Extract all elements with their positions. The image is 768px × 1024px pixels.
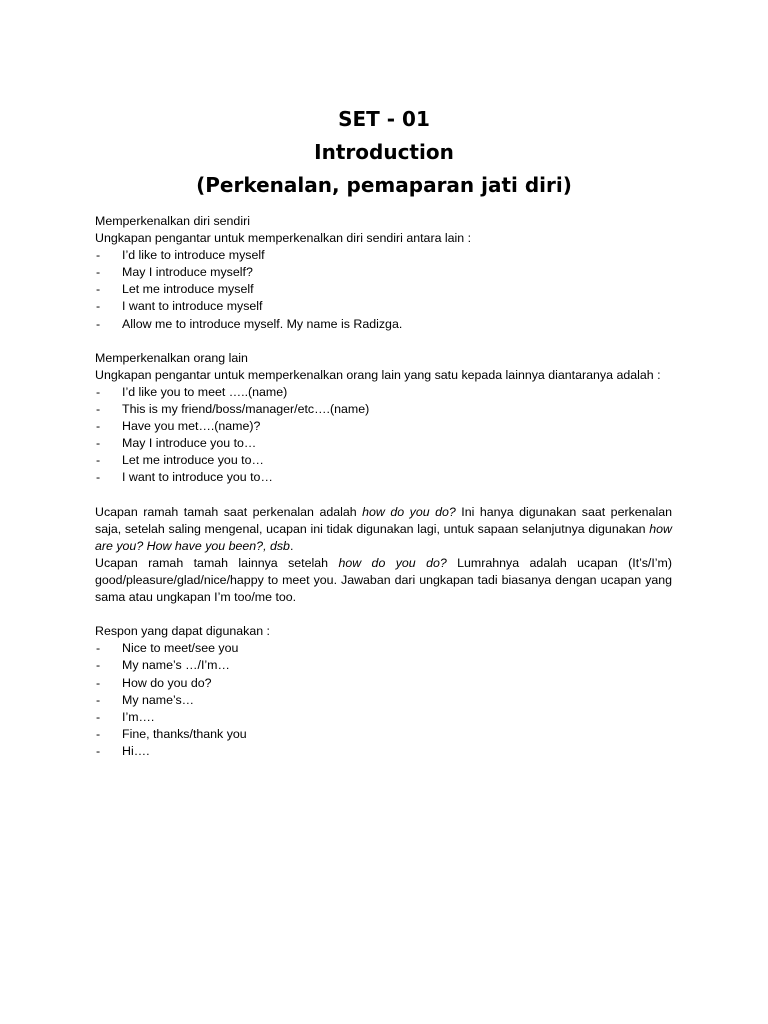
title-topic: Introduction — [314, 140, 454, 164]
list-dash: - — [96, 709, 101, 724]
title-subtitle: (Perkenalan, pemaparan jati diri) — [196, 173, 572, 197]
list-item — [95, 469, 672, 486]
paragraph-other-greetings — [95, 555, 672, 606]
list-item — [95, 316, 672, 333]
list-item-text: Allow me to introduce myself. My name is Radizga. — [122, 316, 403, 331]
list-item — [95, 281, 672, 298]
list-dash: - — [96, 419, 101, 434]
list-dash: - — [96, 743, 101, 758]
list-item-text: Let me introduce you to… — [122, 453, 264, 468]
list-dash: - — [96, 692, 101, 707]
section-heading-introduce-others: Memperkenalkan orang lain — [95, 350, 248, 365]
list-item — [95, 452, 672, 469]
paragraph-italic-phrase: how are you? How have you been?, dsb — [95, 521, 672, 553]
section-intro-introduce-others: Ungkapan pengantar untuk memperkenalkan orang lain yang satu kepada lainnya diantaranya adalah : — [95, 367, 661, 382]
list-item-text: Let me introduce myself — [122, 282, 254, 297]
introduce-others-list — [95, 384, 672, 487]
list-item-text: How do you do? — [122, 675, 212, 690]
list-item — [95, 657, 672, 674]
list-dash: - — [96, 384, 101, 399]
list-dash: - — [96, 675, 101, 690]
list-item-text: I’d like you to meet …..(name) — [122, 384, 288, 399]
paragraph-italic-phrase: how do you do? — [362, 504, 456, 519]
spacer — [95, 606, 672, 623]
list-item — [95, 247, 672, 264]
self-intro-list — [95, 247, 672, 332]
paragraph-text: Ucapan ramah tamah lainnya setelah — [95, 555, 339, 570]
list-dash: - — [96, 248, 101, 263]
spacer — [95, 487, 672, 504]
document-title — [0, 103, 768, 202]
list-item-text: My name’s… — [122, 692, 195, 707]
list-item-text: Have you met….(name)? — [122, 419, 261, 434]
list-dash: - — [96, 658, 101, 673]
list-dash: - — [96, 316, 101, 331]
list-item-text: Fine, thanks/thank you — [122, 726, 247, 741]
list-item-text: Hi…. — [122, 743, 150, 758]
list-item-text: This is my friend/boss/manager/etc….(name) — [122, 402, 370, 417]
list-item-text: I’m…. — [122, 709, 155, 724]
list-item — [95, 692, 672, 709]
list-item-text: May I introduce myself? — [122, 265, 253, 280]
list-dash: - — [96, 299, 101, 314]
list-item-text: May I introduce you to… — [122, 436, 257, 451]
list-item — [95, 709, 672, 726]
list-dash: - — [96, 726, 101, 741]
list-item — [95, 640, 672, 657]
list-item-text: Nice to meet/see you — [122, 641, 239, 656]
list-item — [95, 264, 672, 281]
list-item — [95, 435, 672, 452]
paragraph-text: Lumrahnya adalah ucapan (It’s/I’m) good/pleasure/glad/nice/happy to meet you. Jawaban dari ungkapan tadi biasanya dengan ucapan yang sama atau ungkapan I’m too/me too. — [95, 555, 672, 605]
list-dash: - — [96, 470, 101, 485]
list-item — [95, 675, 672, 692]
list-dash: - — [96, 436, 101, 451]
list-dash: - — [96, 282, 101, 297]
paragraph-text: Ucapan ramah tamah saat perkenalan adalah — [95, 504, 363, 519]
section-heading-self-intro: Memperkenalkan diri sendiri — [95, 214, 250, 228]
list-dash: - — [96, 265, 101, 280]
list-item-text: My name’s …/I’m… — [122, 658, 230, 673]
list-item — [95, 743, 672, 760]
list-item-text: I’d like to introduce myself — [122, 248, 265, 263]
document-body — [95, 213, 672, 760]
section-intro-self-intro: Ungkapan pengantar untuk memperkenalkan diri sendiri antara lain : — [95, 231, 472, 246]
list-item-text: I want to introduce myself — [122, 299, 263, 314]
paragraph-text: . — [289, 538, 294, 553]
responses-list — [95, 640, 672, 760]
list-item — [95, 418, 672, 435]
list-dash: - — [96, 641, 101, 656]
paragraph-italic-phrase: how do you do? — [338, 555, 447, 570]
spacer — [95, 333, 672, 350]
list-dash: - — [96, 402, 101, 417]
list-item — [95, 401, 672, 418]
list-item — [95, 726, 672, 743]
paragraph-text: Ini hanya digunakan saat perkenalan saja, setelah saling mengenal, ucapan ini tidak digunakan lagi, untuk sapaan selanjutnya digunakan — [95, 504, 672, 536]
list-item-text: I want to introduce you to… — [122, 470, 273, 485]
section-heading-responses: Respon yang dapat digunakan : — [95, 624, 270, 639]
list-item — [95, 384, 672, 401]
paragraph-greeting — [95, 504, 672, 555]
list-dash: - — [96, 453, 101, 468]
title-set-number: SET - 01 — [338, 107, 430, 131]
list-item — [95, 298, 672, 315]
